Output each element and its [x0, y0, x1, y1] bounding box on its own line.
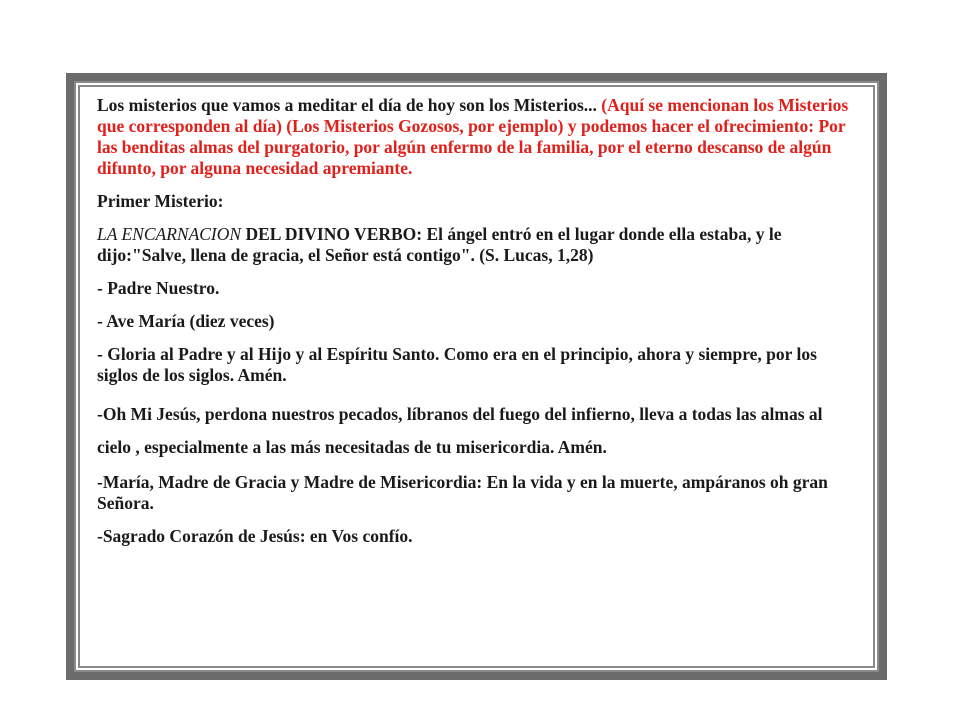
- prayer-maria: -María, Madre de Gracia y Madre de Misericordia: En la vida y en la muerte, ampáranos oh gran Señora.: [97, 472, 828, 513]
- intro-paragraph: [97, 95, 857, 179]
- mystery-text: DEL DIVINO VERBO: El ángel entró en el lugar donde ella estaba, y le dijo:"Salve, llena de gracia, el Señor está contigo". (S. Lucas, 1,28): [97, 224, 782, 265]
- intro-note: (Aquí se mencionan los Misterios que corresponden al día) (Los Misterios Gozosos, por ejemplo) y podemos hacer el ofrecimiento: Por las benditas almas del purgatorio, por algún enfermo de la familia, por el eterno descanso de algún difunto, por alguna necesidad apremiante.: [97, 95, 849, 178]
- mystery-title: LA ENCARNACION: [97, 224, 242, 244]
- mystery-heading: Primer Misterio:: [97, 191, 224, 211]
- prayer-padre-nuestro: - Padre Nuestro.: [97, 278, 220, 298]
- prayer-ave-maria: - Ave María (diez veces): [97, 311, 275, 331]
- intro-lead: Los misterios que vamos a meditar el día de hoy son los Misterios...: [97, 95, 597, 115]
- prayer-sagrado-corazon: -Sagrado Corazón de Jesús: en Vos confío.: [97, 526, 413, 546]
- prayer-gloria: - Gloria al Padre y al Hijo y al Espíritu Santo. Como era en el principio, ahora y siempre, por los siglos de los siglos. Amén.: [97, 344, 817, 385]
- mystery-paragraph: [97, 224, 857, 266]
- prayer-fatima: -Oh Mi Jesús, perdona nuestros pecados, líbranos del fuego del infierno, lleva a todas las almas al cielo , especialmente a las más necesitadas de tu misericordia. Amén.: [97, 404, 823, 457]
- prayer-text: [97, 95, 857, 547]
